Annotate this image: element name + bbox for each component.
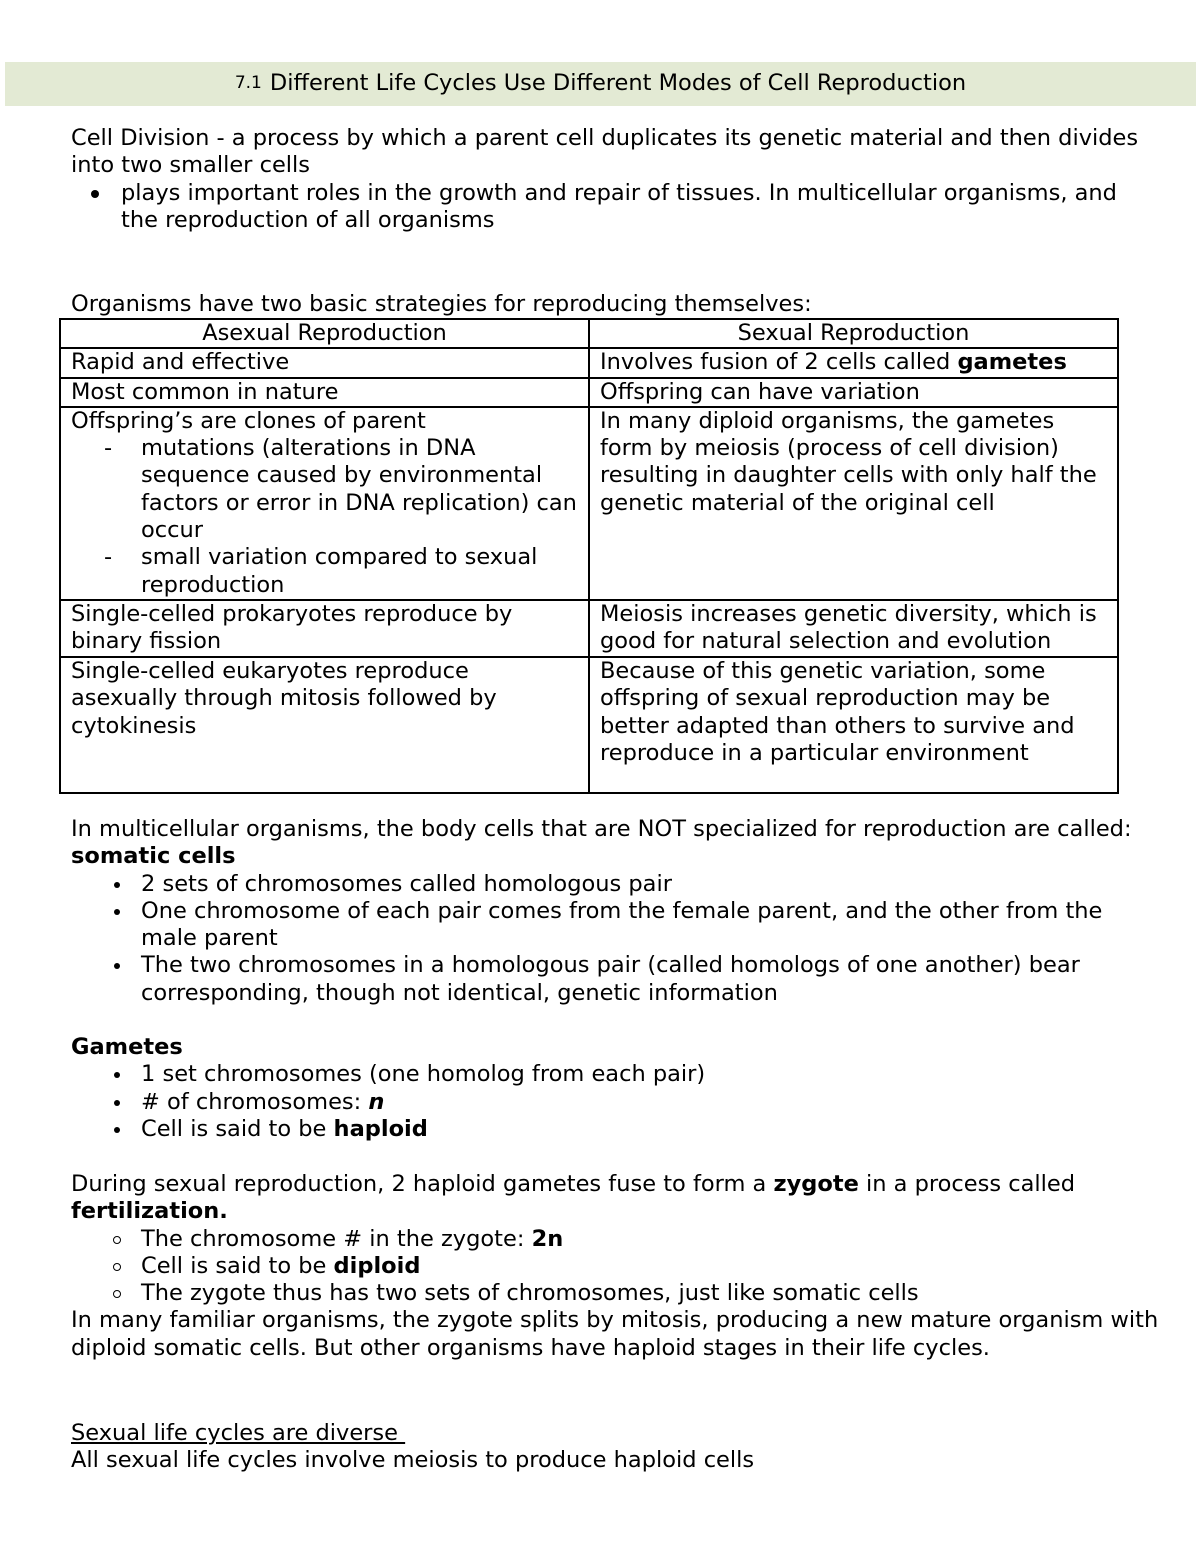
table-row [60, 600, 1118, 657]
cell-division-bullets [121, 180, 1161, 235]
cell-sexual: Involves fusion of 2 cells called gametes [589, 348, 1118, 377]
header-sexual: Sexual Reproduction [589, 319, 1118, 348]
somatic-intro: In multicellular organisms, the body cells that are NOT specialized for reproduction are called: somatic cells [71, 816, 1132, 870]
table-header-row [60, 319, 1118, 348]
somatic-term: somatic cells [71, 843, 236, 870]
list-item: The zygote thus has two sets of chromosomes, just like somatic cells [141, 1280, 1161, 1307]
cell-sexual: Offspring can have variation [589, 378, 1118, 407]
header-asexual: Asexual Reproduction [60, 319, 589, 348]
dash-item: - small variation compared to sexual reproduction [71, 544, 578, 599]
list-item: Cell is said to be haploid [141, 1116, 1161, 1143]
cell-sexual: Meiosis increases genetic diversity, which is good for natural selection and evolution [589, 600, 1118, 657]
diploid-term: diploid [333, 1252, 421, 1279]
reproduction-table [59, 318, 1119, 794]
cell-division-definition: Cell Division - a process by which a parent cell duplicates its genetic material and then divides into two smaller cells [71, 125, 1139, 179]
list-item: The two chromosomes in a homologous pair (called homologs of one another) bear corresponding, though not identical, genetic information [141, 952, 1161, 1007]
life-cycles-heading: Sexual life cycles are diverse [71, 1420, 406, 1446]
n-symbol: n [368, 1088, 385, 1115]
gametes-bullets [141, 1061, 1161, 1143]
gametes-term: gametes [957, 349, 1067, 376]
table-row [60, 378, 1118, 407]
list-item: # of chromosomes: n [141, 1089, 1161, 1116]
mitosis-paragraph: In many familiar organisms, the zygote splits by mitosis, producing a new mature organism with diploid somatic cells. But other organisms have haploid stages in their life cycles. [71, 1307, 1159, 1361]
cell-sexual: In many diploid organisms, the gametes form by meiosis (process of cell division) resulting in daughter cells with only half the genetic material of the original cell [589, 407, 1118, 600]
list-item: 1 set chromosomes (one homolog from each pair) [141, 1061, 1161, 1088]
somatic-section [71, 816, 1161, 1007]
page-title: Different Life Cycles Use Different Modes of Cell Reproduction [269, 70, 967, 97]
fertilization-intro: During sexual reproduction, 2 haploid gametes fuse to form a zygote in a process called fertilization. [71, 1171, 1075, 1225]
2n-term: 2n [531, 1225, 564, 1252]
list-item: plays important roles in the growth and repair of tissues. In multicellular organisms, and the reproduction of all organisms [121, 180, 1161, 235]
table-row [60, 407, 1118, 600]
zygote-term: zygote [773, 1171, 859, 1197]
life-cycles-text: All sexual life cycles involve meiosis to produce haploid cells [71, 1447, 755, 1474]
table-row [60, 348, 1118, 377]
strategies-intro: Organisms have two basic strategies for reproducing themselves: [71, 291, 812, 317]
cell-sexual: Because of this genetic variation, some offspring of sexual reproduction may be better adapted than others to survive and reproduce in a particular environment [589, 657, 1118, 793]
cell-asexual: Single-celled eukaryotes reproduce asexually through mitosis followed by cytokinesis [60, 657, 589, 793]
list-item: The chromosome # in the zygote: 2n [141, 1226, 1161, 1253]
cell-asexual: Most common in nature [60, 378, 589, 407]
haploid-term: haploid [333, 1115, 428, 1142]
cell-asexual: Offspring’s are clones of parent - mutations (alterations in DNA sequence caused by environmental factors or error in DNA replication) can occur - small variation compared to sexual reproduction [60, 407, 589, 600]
life-cycles-section [71, 1420, 1161, 1475]
cell-asexual: Rapid and effective [60, 348, 589, 377]
section-number: 7.1 [234, 73, 262, 94]
list-item: Cell is said to be diploid [141, 1253, 1161, 1280]
gametes-section [71, 1034, 1161, 1143]
table-row [60, 657, 1118, 793]
fertilization-term: fertilization. [71, 1198, 228, 1225]
fertilization-section [71, 1171, 1161, 1362]
list-item: 2 sets of chromosomes called homologous pair [141, 871, 1161, 898]
fertilization-bullets [141, 1226, 1161, 1308]
list-item: One chromosome of each pair comes from the female parent, and the other from the male parent [141, 898, 1161, 953]
title-bar [5, 62, 1196, 106]
gametes-heading: Gametes [71, 1034, 183, 1060]
cell-asexual: Single-celled prokaryotes reproduce by binary fission [60, 600, 589, 657]
somatic-bullets [141, 871, 1161, 1007]
dash-item: - mutations (alterations in DNA sequence caused by environmental factors or error in DNA replication) can occur [71, 435, 578, 544]
cell-division-term: Cell Division [71, 125, 210, 151]
cell-division-section [71, 125, 1161, 234]
